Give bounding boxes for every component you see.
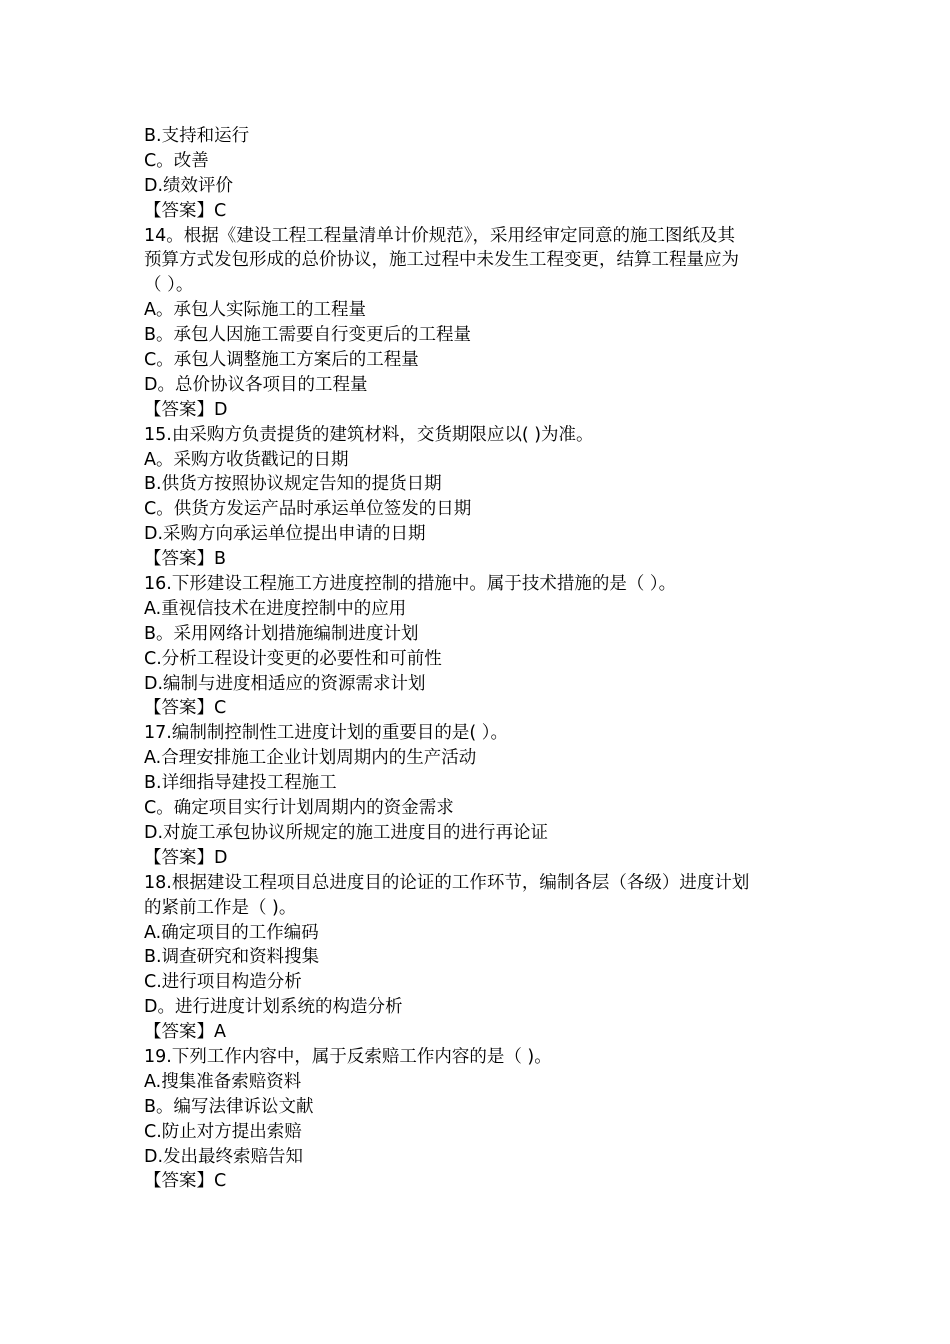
- answer-line: 【答案】A: [144, 1022, 226, 1043]
- option-line: A.搜集准备索赔资料: [144, 1071, 302, 1092]
- answer-line: 【答案】C: [144, 698, 227, 719]
- option-line: A.合理安排施工企业计划周期内的生产活动: [144, 748, 477, 769]
- option-line: C。确定项目实行计划周期内的资金需求: [144, 798, 454, 819]
- option-line: D。总价协议各项目的工程量: [144, 374, 368, 395]
- option-line: D。进行进度计划系统的构造分析: [144, 997, 403, 1018]
- question-18-line-1: 18.根据建设工程项目总进度目的论证的工作环节，编制各层（各级）进度计划: [144, 872, 750, 893]
- answer-line: 【答案】C: [144, 200, 227, 221]
- option-line: B.支持和运行: [144, 126, 250, 146]
- option-line: C.进行项目构造分析: [144, 972, 302, 993]
- question-19: 19.下列工作内容中，属于反索赔工作内容的是（ )。: [144, 1046, 552, 1067]
- question-18-line-2: 的紧前工作是（ )。: [144, 897, 297, 918]
- question-14-line-2: 预算方式发包形成的总价协议，施工过程中未发生工程变更，结算工程量应为: [144, 250, 739, 271]
- question-15: 15.由采购方负责提货的建筑材料，交货期限应以( )为准。: [144, 424, 594, 445]
- option-line: D.对旋工承包协议所规定的施工进度目的进行再论证: [144, 822, 549, 843]
- option-line: A.重视信技术在进度控制中的应用: [144, 598, 407, 619]
- option-line: B。承包人因施工需要自行变更后的工程量: [144, 325, 472, 346]
- option-line: D.绩效评价: [144, 175, 234, 196]
- option-line: B.供货方按照协议规定告知的提货日期: [144, 474, 442, 495]
- option-line: B.详细指导建投工程施工: [144, 773, 337, 794]
- option-line: B.调查研究和资料搜集: [144, 947, 320, 968]
- option-line: C。供货方发运产品时承运单位签发的日期: [144, 499, 472, 520]
- question-14-line-1: 14。根据《建设工程工程量清单计价规范》，采用经审定同意的施工图纸及其: [144, 225, 736, 246]
- question-17: 17.编制制控制性工进度计划的重要目的是( ）。: [144, 723, 508, 744]
- option-line: A。承包人实际施工的工程量: [144, 300, 366, 321]
- option-line: C。改善: [144, 150, 209, 171]
- question-14-line-3: （ ）。: [144, 275, 194, 296]
- option-line: D.编制与进度相适应的资源需求计划: [144, 673, 426, 694]
- option-line: D.发出最终索赔告知: [144, 1146, 304, 1167]
- option-line: C。承包人调整施工方案后的工程量: [144, 350, 419, 371]
- question-16: 16.下形建设工程施工方进度控制的措施中。属于技术措施的是（ ）。: [144, 574, 677, 595]
- option-line: A。采购方收货戳记的日期: [144, 449, 349, 470]
- answer-line: 【答案】D: [144, 399, 228, 420]
- option-line: B。编写法律诉讼文献: [144, 1096, 314, 1117]
- option-line: D.采购方向承运单位提出申请的日期: [144, 524, 426, 545]
- document-body: [144, 124, 814, 1194]
- option-line: C.防止对方提出索赔: [144, 1121, 302, 1142]
- option-line: C.分析工程设计变更的必要性和可前性: [144, 648, 442, 669]
- option-line: A.确定项目的工作编码: [144, 922, 319, 943]
- answer-line: 【答案】C: [144, 1171, 227, 1192]
- option-line: B。采用网络计划措施编制进度计划: [144, 623, 419, 644]
- answer-line: 【答案】B: [144, 549, 227, 570]
- answer-line: 【答案】D: [144, 847, 228, 868]
